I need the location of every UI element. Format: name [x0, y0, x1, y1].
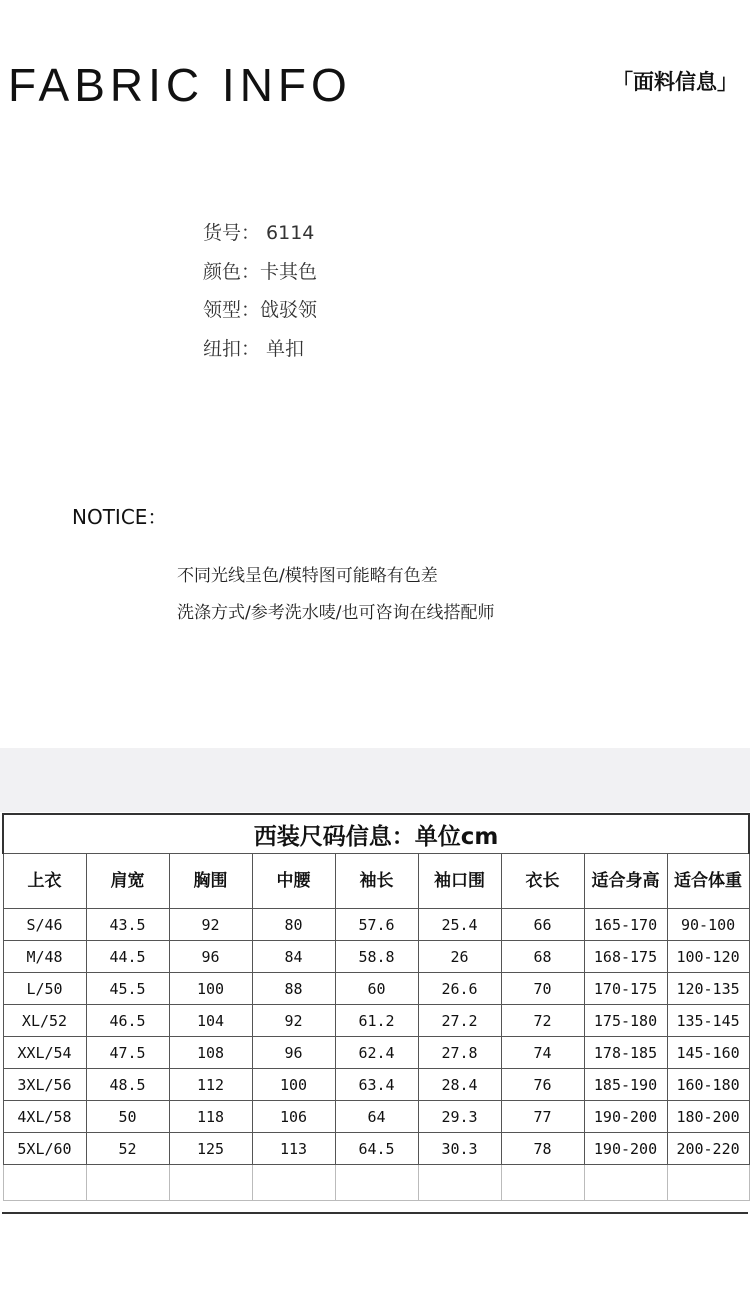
size-value-cell: 84 — [252, 941, 335, 973]
size-value-cell: 25.4 — [418, 909, 501, 941]
size-value-cell: 160-180 — [667, 1069, 749, 1101]
size-value-cell: 200-220 — [667, 1133, 749, 1165]
size-value-cell: 175-180 — [584, 1005, 667, 1037]
size-value-cell: 170-175 — [584, 973, 667, 1005]
size-value-cell: 125 — [169, 1133, 252, 1165]
size-value-cell: 96 — [169, 941, 252, 973]
size-value-cell: 165-170 — [584, 909, 667, 941]
size-value-cell: 27.2 — [418, 1005, 501, 1037]
section-divider-band — [0, 748, 750, 812]
size-value-cell: 100-120 — [667, 941, 749, 973]
size-value-cell: 92 — [252, 1005, 335, 1037]
size-value-cell: 43.5 — [86, 909, 169, 941]
size-value-cell: 76 — [501, 1069, 584, 1101]
size-value-cell: 44.5 — [86, 941, 169, 973]
empty-cell — [169, 1165, 252, 1201]
size-value-cell: 64.5 — [335, 1133, 418, 1165]
size-value-cell: 26.6 — [418, 973, 501, 1005]
empty-cell — [584, 1165, 667, 1201]
size-value-cell: 50 — [86, 1101, 169, 1133]
size-value-cell: 46.5 — [86, 1005, 169, 1037]
size-value-cell: 180-200 — [667, 1101, 749, 1133]
size-table-header-cell: 肩宽 — [86, 854, 169, 909]
size-value-cell: 60 — [335, 973, 418, 1005]
size-value-cell: 74 — [501, 1037, 584, 1069]
size-value-cell: 77 — [501, 1101, 584, 1133]
notice-list — [177, 558, 494, 632]
table-row — [3, 941, 749, 973]
size-value-cell: 28.4 — [418, 1069, 501, 1101]
size-label-cell: S/46 — [3, 909, 86, 941]
size-value-cell: 106 — [252, 1101, 335, 1133]
table-empty-row — [3, 1165, 749, 1201]
empty-cell — [418, 1165, 501, 1201]
size-label-cell: 5XL/60 — [3, 1133, 86, 1165]
size-table-caption: 西装尺码信息：单位cm — [3, 814, 749, 854]
table-bottom-rule — [2, 1212, 748, 1214]
size-value-cell: 100 — [252, 1069, 335, 1101]
size-value-cell: 190-200 — [584, 1101, 667, 1133]
size-value-cell: 104 — [169, 1005, 252, 1037]
fabric-info-title: FABRIC INFO — [8, 59, 352, 111]
size-value-cell: 78 — [501, 1133, 584, 1165]
spec-list — [203, 214, 317, 368]
empty-cell — [252, 1165, 335, 1201]
notice-line-washing: 洗涤方式/参考洗水唛/也可咨询在线搭配师 — [177, 603, 495, 623]
notice-title: NOTICE： — [72, 505, 168, 529]
table-row — [3, 973, 749, 1005]
size-value-cell: 145-160 — [667, 1037, 749, 1069]
size-value-cell: 168-175 — [584, 941, 667, 973]
spec-item-collar: 领型：戗驳领 — [203, 299, 318, 321]
size-value-cell: 70 — [501, 973, 584, 1005]
size-table-header-cell: 胸围 — [169, 854, 252, 909]
size-label-cell: L/50 — [3, 973, 86, 1005]
size-table — [2, 813, 750, 1201]
size-value-cell: 26 — [418, 941, 501, 973]
size-value-cell: 112 — [169, 1069, 252, 1101]
size-label-cell: 4XL/58 — [3, 1101, 86, 1133]
size-value-cell: 29.3 — [418, 1101, 501, 1133]
size-value-cell: 45.5 — [86, 973, 169, 1005]
size-value-cell: 100 — [169, 973, 252, 1005]
table-row — [3, 1133, 749, 1165]
size-value-cell: 47.5 — [86, 1037, 169, 1069]
size-value-cell: 62.4 — [335, 1037, 418, 1069]
size-value-cell: 190-200 — [584, 1133, 667, 1165]
size-value-cell: 66 — [501, 909, 584, 941]
size-table-header-row — [3, 854, 749, 909]
empty-cell — [335, 1165, 418, 1201]
size-table-header-cell: 袖口围 — [418, 854, 501, 909]
size-value-cell: 113 — [252, 1133, 335, 1165]
size-table-caption-row — [3, 814, 749, 854]
size-value-cell: 30.3 — [418, 1133, 501, 1165]
empty-cell — [667, 1165, 749, 1201]
size-value-cell: 96 — [252, 1037, 335, 1069]
spec-item-button: 纽扣： 单扣 — [203, 337, 305, 360]
size-label-cell: M/48 — [3, 941, 86, 973]
size-table-header-cell: 上衣 — [3, 854, 86, 909]
spec-item-number: 货号： 6114 — [203, 222, 315, 244]
size-table-header-cell: 袖长 — [335, 854, 418, 909]
size-table-header-cell: 适合体重 — [667, 854, 749, 909]
table-row — [3, 1037, 749, 1069]
size-value-cell: 88 — [252, 973, 335, 1005]
size-table-header-cell: 衣长 — [501, 854, 584, 909]
size-value-cell: 178-185 — [584, 1037, 667, 1069]
size-value-cell: 52 — [86, 1133, 169, 1165]
empty-cell — [3, 1165, 86, 1201]
size-value-cell: 72 — [501, 1005, 584, 1037]
size-value-cell: 80 — [252, 909, 335, 941]
size-value-cell: 118 — [169, 1101, 252, 1133]
size-value-cell: 64 — [335, 1101, 418, 1133]
size-value-cell: 61.2 — [335, 1005, 418, 1037]
empty-cell — [86, 1165, 169, 1201]
size-value-cell: 185-190 — [584, 1069, 667, 1101]
size-value-cell: 90-100 — [667, 909, 749, 941]
size-value-cell: 58.8 — [335, 941, 418, 973]
size-value-cell: 92 — [169, 909, 252, 941]
size-table-header-cell: 中腰 — [252, 854, 335, 909]
table-row — [3, 1069, 749, 1101]
size-value-cell: 108 — [169, 1037, 252, 1069]
size-table-header-cell: 适合身高 — [584, 854, 667, 909]
size-value-cell: 27.8 — [418, 1037, 501, 1069]
size-value-cell: 120-135 — [667, 973, 749, 1005]
size-label-cell: XXL/54 — [3, 1037, 86, 1069]
size-label-cell: XL/52 — [3, 1005, 86, 1037]
fabric-info-cn-title: 「面料信息」 — [612, 70, 738, 94]
table-row — [3, 1005, 749, 1037]
spec-item-color: 颜色：卡其色 — [203, 260, 318, 283]
size-value-cell: 48.5 — [86, 1069, 169, 1101]
size-value-cell: 57.6 — [335, 909, 418, 941]
size-value-cell: 68 — [501, 941, 584, 973]
size-value-cell: 135-145 — [667, 1005, 749, 1037]
table-row — [3, 1101, 749, 1133]
empty-cell — [501, 1165, 584, 1201]
size-label-cell: 3XL/56 — [3, 1069, 86, 1101]
size-value-cell: 63.4 — [335, 1069, 418, 1101]
notice-line-color: 不同光线呈色/模特图可能略有色差 — [177, 566, 438, 586]
table-row — [3, 909, 749, 941]
